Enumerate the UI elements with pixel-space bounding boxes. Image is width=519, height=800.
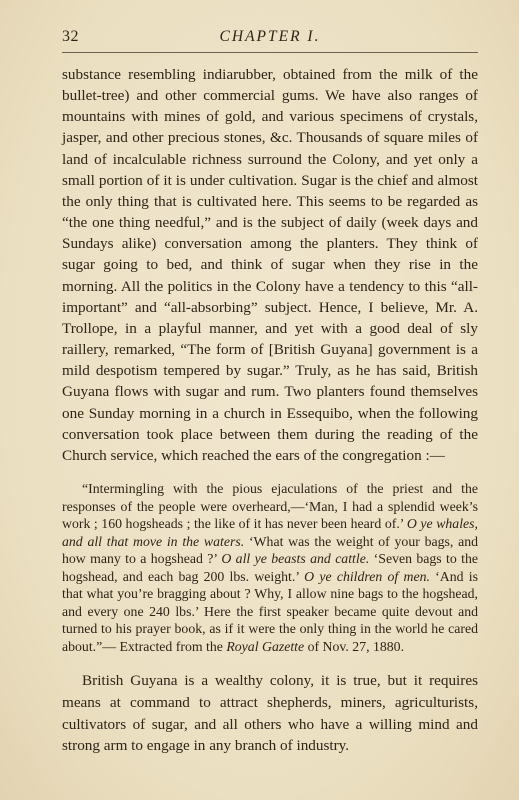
quote-text-3: ‘Seven bags to the hogshead, and each bag 200 lbs. weight.’ (62, 551, 478, 584)
header-rule (62, 52, 478, 53)
quote-italic-3: O ye children of men. (304, 568, 430, 584)
page-header (62, 28, 478, 50)
quote-text-4: ‘And is that what you’re bragging about ? Why, I allow nine bags to the hogshead, and every one 240 lbs.’ Here the first speaker became quite devout and turned to his prayer book, as if it were the only thing in the world he cared about.”— Extracted from the (62, 568, 478, 654)
quote-italic-1: O ye whales, and all that move in the waters. (62, 516, 478, 549)
quote-text-2: ‘What was the weight of your bags, and how many to a hogshead ?’ (62, 533, 478, 567)
body-paragraph-2: British Guyana is a wealthy colony, it is true, but it requires means at command to attract shepherds, miners, agriculturists, cultivators of sugar, and all others who have a willing mind and strong arm to engage in any branch of industry. (62, 672, 478, 755)
quote-source-title: Royal Gazette (226, 638, 305, 654)
page-body (62, 64, 478, 757)
block-quote (62, 480, 478, 655)
quote-italic-2: O all ye beasts and cattle. (221, 551, 370, 567)
running-head: CHAPTER I. (219, 28, 321, 45)
quote-text-1: “Intermingling with the pious ejaculations of the priest and the responses of the people were overheard,—‘Man, I had a splendid week’s work ; 160 hogsheads ; the like of it has never been heard of.’ (62, 480, 478, 532)
page-number: 32 (62, 28, 79, 45)
quote-text-5: of Nov. 27, 1880. (304, 638, 405, 654)
body-paragraph-1: substance resembling indiarubber, obtained from the milk of the bullet-tree) and other commercial gums. We have also ranges of mountains with mines of gold, and various specimens of crystals, jasper, and other precious stones, &c. Thousands of square miles of land of incalculable richness surround the Colony, and yet only a small portion of it is under cultivation. Sugar is the chief and almost the only thing that is cultivated here. This seems to be regarded as “the one thing needful,” and is the subject of daily (week days and Sundays alike) conversation among the planters. They think of sugar going to bed, and think of sugar when they rise in the morning. All the politics in the Colony have a tendency to this “all-important” and “all-absorbing” subject. Hence, I believe, Mr. A. Trollope, in a playful manner, and yet with a good deal of sly raillery, remarked, “The form of [British Guyana] government is a mild despotism tempered by sugar.” Truly, as he has said, British Guyana flows with sugar and rum. Two planters found themselves one Sunday morning in a church in Essequibo, when the following conversation took place between them during the reading of the Church service, which reached the ears of the congregation :— (62, 66, 478, 464)
